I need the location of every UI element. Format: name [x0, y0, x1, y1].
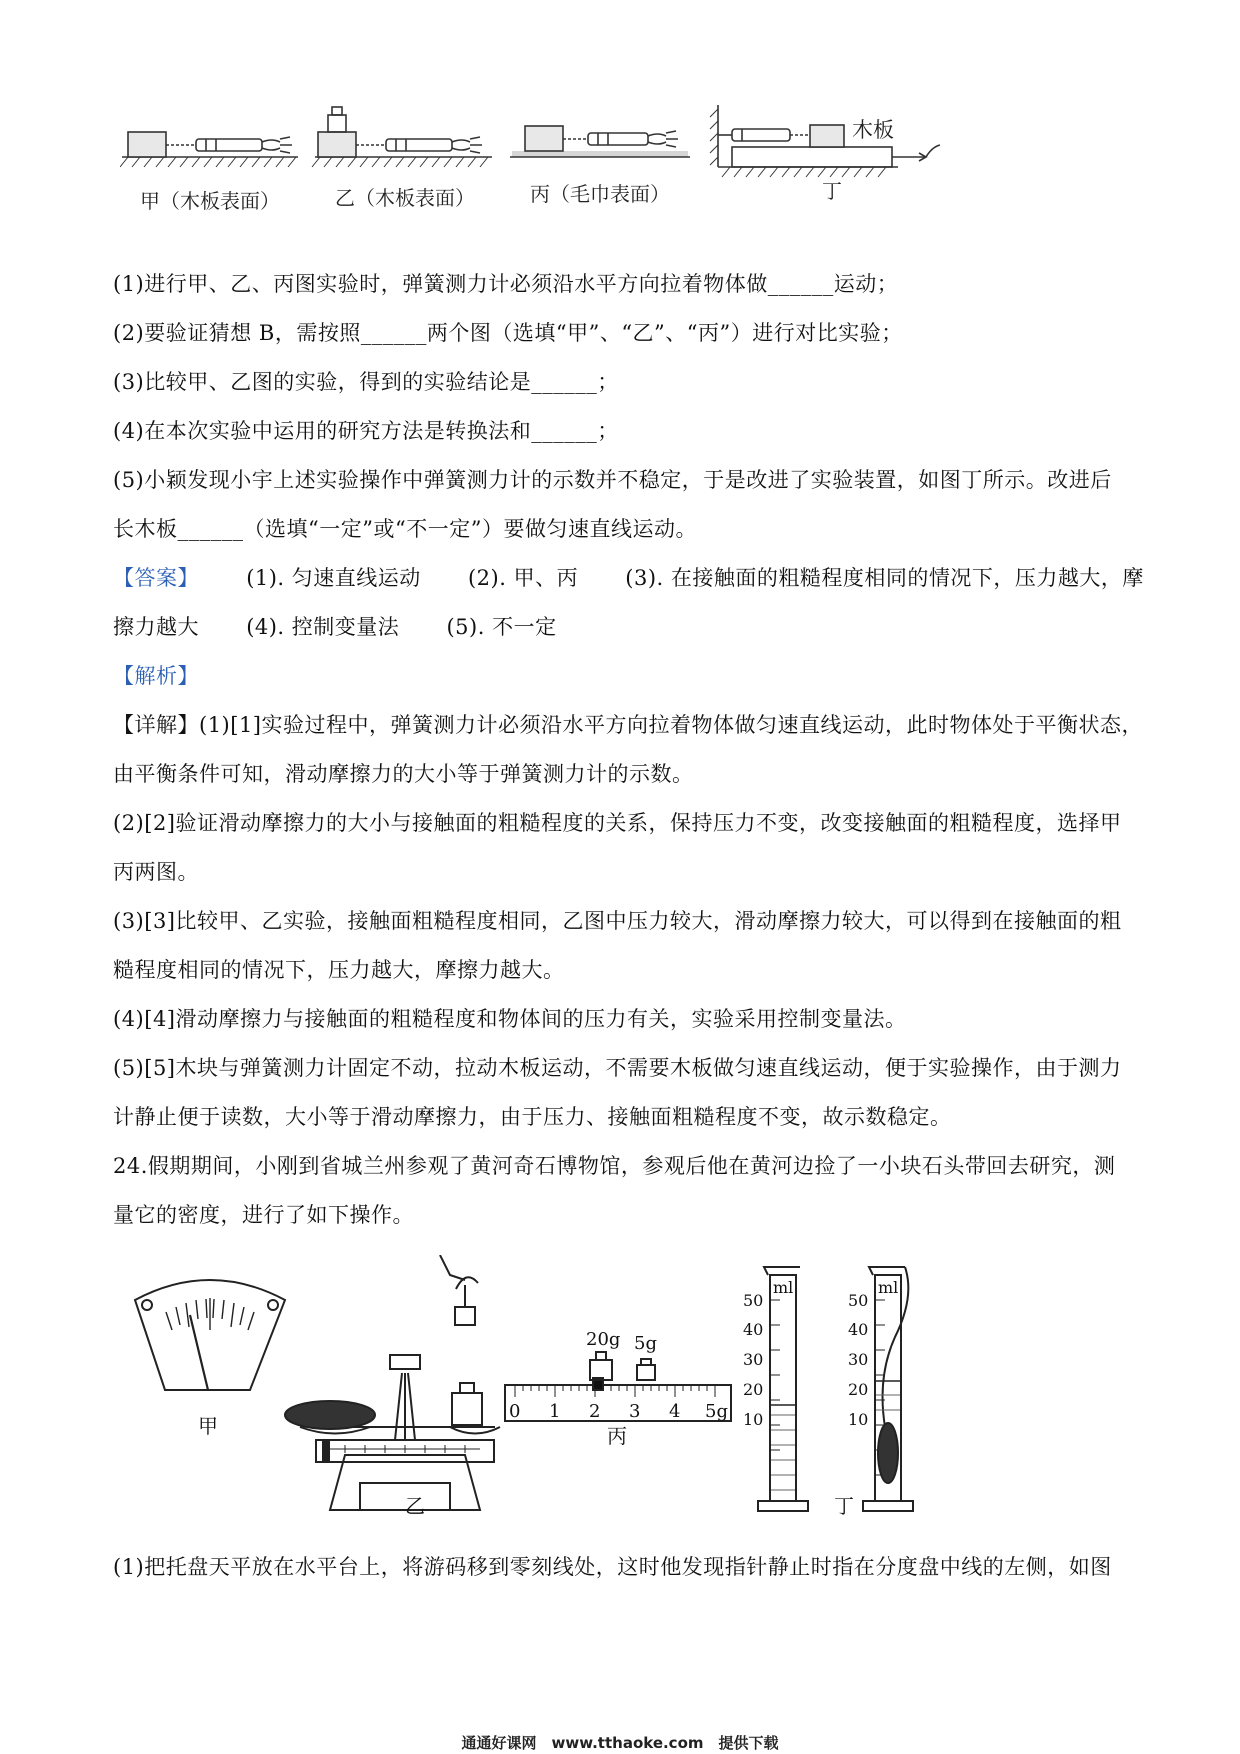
question-23: [113, 260, 1144, 1240]
detail-1-cont: 由平衡条件可知，滑动摩擦力的大小等于弹簧测力计的示数。: [113, 762, 694, 786]
cyl2-tick-20: 20: [848, 1380, 869, 1399]
q23-part5: (5)小颖发现小宇上述实验操作中弹簧测力计的示数并不稳定，于是改进了实验装置，如图丁所示。改进后: [113, 468, 1112, 492]
label-bing-1: 丙（毛巾表面）: [530, 182, 670, 206]
cyl2-tick-50: 50: [848, 1291, 869, 1310]
cyl1-unit: ml: [773, 1278, 794, 1297]
page-footer: 通通好课网 www.tthaoke.com 提供下载: [461, 1734, 779, 1752]
question-24-part1: [113, 1543, 1129, 1592]
label-ding-1: 丁: [822, 179, 842, 203]
cyl2-tick-30: 30: [848, 1350, 869, 1369]
answer-5: (5). 不一定: [446, 615, 557, 639]
detail-2-cont: 丙两图。: [113, 860, 199, 884]
detail-3: (3)[3]比较甲、乙实验，接触面粗糙程度相同，乙图中压力较大，滑动摩擦力较大，可以得到在接触面的粗: [113, 909, 1122, 933]
q23-part3: (3)比较甲、乙图的实验，得到的实验结论是______；: [113, 370, 619, 394]
density-experiment-figure: [120, 1255, 1040, 1518]
question-24-cont: 量它的密度，进行了如下操作。: [113, 1203, 414, 1227]
question-24: 24.假期期间，小刚到省城兰州参观了黄河奇石博物馆，参观后他在黄河边捡了一小块石头带回去研究，测: [113, 1154, 1116, 1178]
cyl1-tick-10: 10: [743, 1410, 764, 1429]
detail-4: (4)[4]滑动摩擦力与接触面的粗糙程度和物体间的压力有关，实验采用控制变量法。: [113, 1007, 907, 1031]
weight-20g-label: 20g: [586, 1329, 621, 1350]
answer-block: [113, 554, 1144, 603]
q24-part1-text: (1)把托盘天平放在水平台上，将游码移到零刻线处，这时他发现指针静止时指在分度盘中线的左侧，如图: [113, 1555, 1112, 1579]
answer-2: (2). 甲、丙: [467, 566, 579, 590]
cyl1-tick-50: 50: [743, 1291, 764, 1310]
q23-part1: (1)进行甲、乙、丙图实验时，弹簧测力计必须沿水平方向拉着物体做______运动；: [113, 272, 899, 296]
cyl2-unit: ml: [878, 1278, 899, 1297]
answer-3: (3). 在接触面的粗糙程度相同的情况下，压力越大，摩: [625, 566, 1144, 590]
ruler-tick-0: 0: [509, 1401, 521, 1422]
label-yi-1: 乙（木板表面）: [335, 186, 475, 210]
answer-1: (1). 匀速直线运动: [246, 566, 421, 590]
detail-5-cont: 计静止便于读数，大小等于滑动摩擦力，由于压力、接触面粗糙程度不变，故示数稳定。: [113, 1105, 952, 1129]
label-jia-2: 甲: [198, 1414, 218, 1438]
q23-part5-cont: 长木板______（选填“一定”或“不一定”）要做匀速直线运动。: [113, 517, 697, 541]
cyl1-tick-20: 20: [743, 1380, 764, 1399]
ruler-tick-1: 1: [549, 1401, 561, 1422]
ruler-tick-2: 2: [589, 1401, 601, 1422]
detail-3-cont: 糙程度相同的情况下，压力越大，摩擦力越大。: [113, 958, 565, 982]
detail-1: 【详解】(1)[1]实验过程中，弹簧测力计必须沿水平方向拉着物体做匀速直线运动，此时物体处于平衡状态，: [113, 713, 1143, 737]
weight-5g-label: 5g: [634, 1333, 657, 1354]
cyl1-tick-30: 30: [743, 1350, 764, 1369]
answer-4: (4). 控制变量法: [246, 615, 400, 639]
board-label: 木板: [852, 118, 894, 142]
q23-part2: (2)要验证猜想 B，需按照______两个图（选填“甲”、“乙”、“丙”）进行对比实验；: [113, 321, 903, 345]
answer-block-cont: [113, 603, 1129, 652]
label-jia-1: 甲（木板表面）: [140, 189, 280, 213]
detail-5: (5)[5]木块与弹簧测力计固定不动，拉动木板运动，不需要木板做匀速直线运动，便于实验操作，由于测力: [113, 1056, 1122, 1080]
ruler-tick-5g: 5g: [705, 1401, 728, 1422]
label-yi-fig2: 乙: [405, 1494, 425, 1518]
cyl1-tick-40: 40: [743, 1320, 764, 1339]
label-bing-2: 丙: [607, 1424, 627, 1448]
q23-part4: (4)在本次实验中运用的研究方法是转换法和______；: [113, 419, 619, 443]
cyl2-tick-10: 10: [848, 1410, 869, 1429]
label-ding-fig2: 丁: [834, 1494, 854, 1518]
analysis-tag: 【解析】: [113, 664, 199, 688]
cyl2-tick-40: 40: [848, 1320, 869, 1339]
answer-tag: 【答案】: [113, 566, 199, 590]
friction-experiment-figure: [120, 95, 1080, 245]
ruler-tick-3: 3: [629, 1401, 641, 1422]
detail-2: (2)[2]验证滑动摩擦力的大小与接触面的粗糙程度的关系，保持压力不变，改变接触面的粗糙程度，选择甲: [113, 811, 1122, 835]
answer-3-cont: 擦力越大: [113, 615, 199, 639]
ruler-tick-4: 4: [669, 1401, 681, 1422]
